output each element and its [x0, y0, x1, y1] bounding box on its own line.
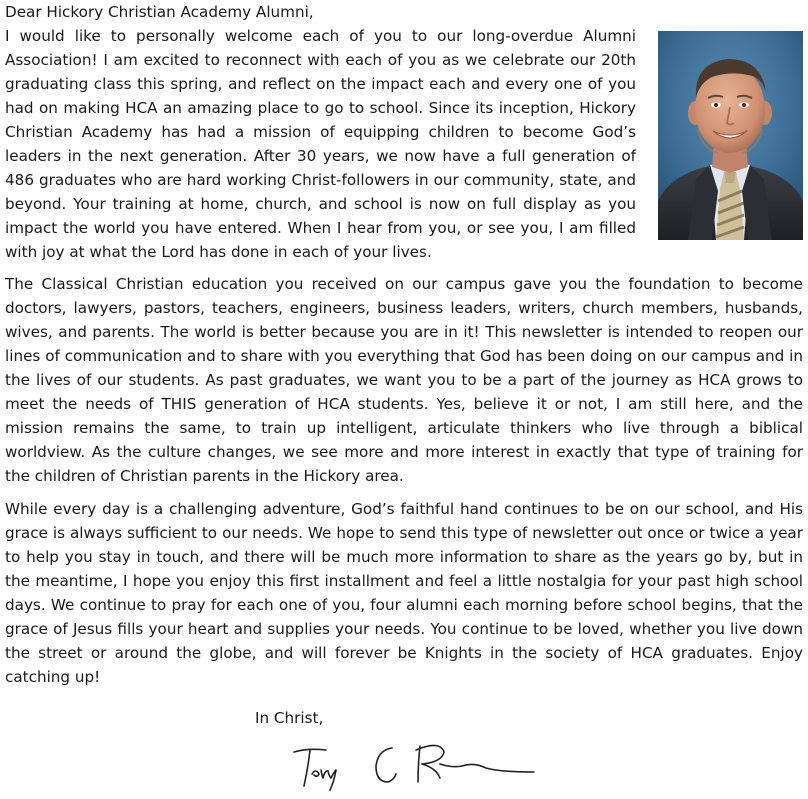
portrait-photo	[658, 31, 803, 240]
letter-greeting: Dear Hickory Christian Academy Alumni,	[5, 3, 314, 21]
portrait-photo-icon	[658, 31, 803, 240]
handwritten-signature-icon	[290, 738, 545, 794]
letter-paragraph-1: I would like to personally welcome each of you to our long-overdue Alumni Association! I am excited to reconnect with each of you as we celebrate our 20th graduating class this spring, and reflect on the impact each and every one of you had on making HCA an amazing place to go to school. Since its inception, Hickory Christian Academy has had a mission of equipping children to become God’s leaders in the next generation. After 30 years, we now have a full generation of 486 graduates who are hard working Christ-followers in our community, state, and beyond. Your training at home, church, and school is now on full display as you impact the world you have entered. When I hear from you, or see you, I am filled with joy at what the Lord has done in each of your lives.	[5, 27, 636, 261]
letter-paragraph-2: The Classical Christian education you received on our campus gave you the foundation to become doctors, lawyers, pastors, teachers, engineers, business leaders, writers, church members, husbands, wives, and parents. The world is better because you are in it! This newsletter is intended to reopen our lines of communication and to share with you everything that God has been doing on our campus and in the lives of our students. As past graduates, we want you to be a part of the journey as HCA grows to meet the needs of THIS generation of HCA students. Yes, believe it or not, I am still here, and the mission remains the same, to train up intelligent, articulate thinkers who live through a biblical worldview. As the culture changes, we see more and more interest in exactly that type of training for the children of Christian parents in the Hickory area.	[5, 275, 803, 485]
letter-body	[5, 0, 803, 698]
letter-closing: In Christ,	[255, 709, 324, 727]
letter-paragraph-3: While every day is a challenging adventure, God’s faithful hand continues to be on our school, and His grace is always sufficient to our needs. We hope to send this type of newsletter out once or twice a year to help you stay in touch, and there will be much more information to share as the years go by, but in the meantime, I hope you enjoy this first installment and feel a little nostalgia for your past high school days. We continue to pray for each one of you, four alumni each morning before school begins, that the grace of Jesus fills your heart and supplies your needs. You continue to be loved, whether you live down the street or around the globe, and will forever be Knights in the society of HCA graduates. Enjoy catching up!	[5, 500, 803, 686]
signature-icon	[290, 738, 545, 794]
